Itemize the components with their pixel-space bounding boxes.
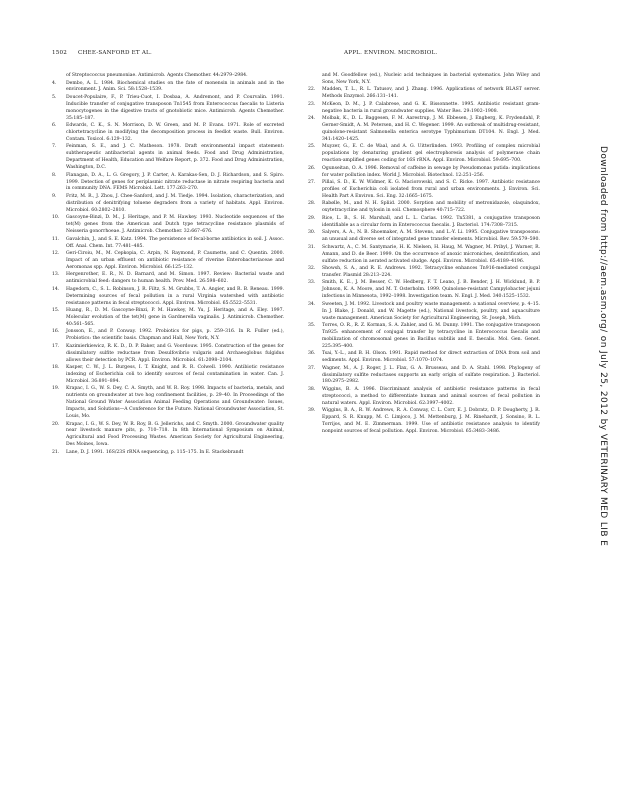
reference-number: 18.	[52, 365, 60, 371]
reference-number: 19.	[52, 386, 60, 392]
reference-number: 14.	[52, 286, 60, 292]
reference-entry	[308, 102, 540, 116]
reference-number: 5.	[52, 94, 57, 100]
reference-number: 28.	[308, 201, 316, 207]
reference-number: 13.	[52, 272, 60, 278]
reference-entry	[52, 386, 284, 421]
running-header	[52, 48, 588, 58]
reference-entry	[52, 95, 284, 123]
reference-entry	[308, 73, 540, 87]
reference-number: 16.	[52, 329, 60, 335]
reference-text: Sweeten, J. M. 1992. Livestock and poultry waste management: a national overview, p. 4–15. In J. Blake, J. Donald, and W. Magette (ed.), National livestock, poultry, and aquaculture waste management. American Society for Agricultural Engineering, St. Joseph, Mich.	[322, 301, 540, 321]
reference-entry	[308, 245, 540, 266]
reference-number: 35.	[308, 323, 316, 329]
reference-number: 6.	[52, 123, 57, 129]
reference-entry	[52, 450, 284, 457]
reference-text: Wiggins, B. A. 1996. Discriminant analysis of antibiotic resistance patterns in fecal streptococci, a method to differentiate human and animal sources of fecal pollution in natural waters. Appl. Environ. Microbiol. 62:3997–4002.	[322, 386, 540, 406]
reference-entry	[52, 123, 284, 144]
reference-number: 33.	[308, 280, 316, 286]
reference-number: 31.	[308, 244, 316, 250]
reference-number: 23.	[308, 101, 316, 107]
reference-number: 34.	[308, 301, 316, 307]
reference-text: Geri-Ciroiu, M., M. Cepkopia, C. Arpin, N. Raymond, P. Caumette, and C. Quentin. 2000. Impact of an urban effluent on antibiotic resistance of riverine Enterobacteriaceae and Aeromonas spp. Appl. Environ. Microbiol. 66:125–132.	[66, 251, 284, 270]
reference-entry	[308, 280, 540, 301]
reference-number: 30.	[308, 230, 316, 236]
reference-number: 8.	[52, 172, 57, 178]
reference-number: 38.	[308, 386, 316, 392]
reference-entry	[308, 387, 540, 408]
reference-entry	[308, 323, 540, 351]
reference-entry	[52, 173, 284, 194]
reference-entry	[308, 408, 540, 436]
reference-text: Lane, D. J. 1991. 16S/23S rRNA sequencing, p. 115–175. In E. Stackebrandt	[66, 449, 244, 455]
reference-entry	[308, 230, 540, 244]
running-authors: CHEE-SANFORD ET AL.	[78, 50, 152, 56]
reference-text: Rabølle, M., and N. H. Spliid. 2000. Sorption and mobility of metronidazole, olaquindox, oxytetracycline and tylosin in soil. Chemosphere 40:715–722.	[322, 201, 540, 214]
reference-number: 4.	[52, 80, 57, 86]
reference-number: 25.	[308, 144, 316, 150]
reference-text: Wiggins, B. A., R. W. Andrews, R. A. Conway, C. L. Corr, E. J. Dobratz, D. P. Dougherty, J. R. Eppard, S. R. Knupp, M. C. Limjoco, J. M. Mettenburg, J. M. Rinehardt, J. Sonsino, R. L. Torrijos, and M. E. Zimmerman. 1999. Use of antibiotic resistance analysis to identify nonpoint sources of fecal pollution. Appl. Environ. Microbiol. 65:3483–3486.	[322, 408, 540, 434]
reference-number: 10.	[52, 215, 60, 221]
reference-entry	[52, 365, 284, 386]
reference-text: Dembo, A. L. 1984. Biochemical studies on the fate of monensin in animals and in the environment. J. Anim. Sci. 58:1528–1539.	[66, 80, 284, 93]
reference-text: Huang, R., D. M. Gascoyne-Binzi, P. M. Hawkey, M. Yu, J. Heritage, and A. Eley. 1997. Molecular evolution of the tet(M) gene in Gardnerella vaginalis. J. Antimicrob. Chemother. 40:561–565.	[66, 308, 284, 327]
reference-entry	[52, 194, 284, 215]
reference-entry	[308, 366, 540, 387]
reference-number: 20.	[52, 421, 60, 427]
reference-entry	[308, 144, 540, 165]
reference-text: Kazimierkiewicz, R. K. D., D. P. Baker, and G. Voordouw. 1995. Construction of the genes for dissimilatory sulfite reductase from Desulfovibrio vulgaris and Archaeoglobus fulgidus allows their detection by PCR. Appl. Environ. Microbiol. 61:2098–2104.	[66, 343, 284, 363]
reference-text: McKeon, D. M., J. P. Calabrese, and G. K. Bissonnette. 1995. Antibiotic resistant gram-negative bacteria in rural groundwater supplies. Water Res. 29:1902–1908.	[322, 101, 540, 114]
reference-entry	[308, 87, 540, 101]
reference-text: Showsh, S. A., and R. E. Andrews. 1992. Tetracycline enhances Tn916-mediated conjugal transfer. Plasmid 28:213–224.	[322, 266, 540, 278]
reference-text: and M. Goodfellow (ed.), Nucleic acid techniques in bacterial systematics. John Wiley and Sons, New York, N.Y.	[322, 73, 540, 85]
reference-number: 32.	[308, 266, 316, 271]
reference-text: Edwards, C. K., S. N. Morrison, D. W. Green, and M. P. Evans. 1971. Role of excreted chlortetracycline in modifying the decomposition process in feedlot waste. Bull. Environ. Contam. Toxicol. 6:129–132.	[66, 123, 284, 142]
reference-number: 37.	[308, 365, 316, 371]
reference-number: 27.	[308, 180, 316, 186]
reference-text: Fritz, M. R., J. Zhou, J. Chee-Sanford, and J. M. Tiedje. 1994. Isolation, characterization, and distribution of denitrifying toluene degraders from a variety of habitats. Appl. Environ. Microbiol. 60:2802–2810.	[66, 193, 284, 213]
reference-text: Molbak, K., D. L. Baggesen, F. M. Aarestrup, J. M. Ebbesen, J. Engberg, K. Frydendahl, P. Gerner-Smidt, A. M. Petersen, and H. C. Wegener. 1999. An outbreak of multidrug-resistant, quinolone-resistant Salmonella enterica serotype Typhimurium DT104. N. Engl. J. Med. 341:1420–1425.	[322, 116, 540, 142]
reference-text: Torres, O. R., R. Z. Korman, S. A. Zahler, and G. M. Dunny. 1991. The conjugative transposon Tn925: enhancement of conjugal transfer by tetracycline in Enterococcus faecalis and mobilization of chromosomal genes in Bacillus subtilis and E. faecalis. Mol. Gen. Genet. 225:395–400.	[322, 323, 540, 349]
reference-number: 21.	[52, 449, 60, 455]
reference-entry	[52, 215, 284, 236]
download-watermark	[588, 146, 618, 626]
reference-text: Hergenrother, E. R., N. D. Barnard, and M. Simon. 1997. Review: Bacterial waste and antimicrobial feed: dangers to human health. Prev. Med. 26:598–602.	[66, 272, 284, 285]
reference-text: Smith, K. E., J. M. Besser, C. W. Hedberg, F. T. Leano, J. B. Bender, J. H. Wicklund, B. P. Johnson, K. A. Moore, and M. T. Osterholm. 1999. Quinolone-resistant Campylobacter jejuni infections in Minnesota, 1992–1998. Investigation team. N. Engl. J. Med. 340:1525–1532.	[322, 280, 540, 300]
reference-number: 17.	[52, 343, 60, 349]
reference-entry	[52, 287, 284, 308]
reference-text: Doucet-Populaire, F., P. Trieu-Cuot, I. Dosbaa, A. Andremont, and P. Courvalin. 1991. Inducible transfer of conjugative transposon Tn1545 from Enterococcus faecalis to Listeria monocytogenes in the digestive tracts of gnotobiotic mice. Antimicrob. Agents Chemother. 35:185–187.	[66, 94, 284, 121]
page-number: 1502	[52, 50, 68, 56]
reference-text: Salyers, A. A., N. B. Shoemaker, A. M. Stevens, and L.-Y. Li. 1995. Conjugative transposons: an unusual and diverse set of integrated gene transfer elements. Microbiol. Rev. 59:579–590.	[322, 230, 540, 243]
reference-entry	[52, 81, 284, 95]
reference-entry	[308, 351, 540, 365]
reference-text: Gascoyne-Binzi, D. M., J. Heritage, and P. M. Hawkey. 1993. Nucleotide sequences of the tet(M) genes from the American and Dutch type tetracycline resistance plasmids of Neisseria gonorrhoeae. J. Antimicrob. Chemother. 32:667–676.	[66, 215, 284, 235]
reference-text: Schwartz, A., C. M. Santymarie, H. K. Nielsen, H. Haug, M. Wagner, M. Pribyl, J. Warner, R. Amann, and D. de Beer. 1999. On the occurrence of anoxic microniches, denitrification, and sulfate reduction in aerated activated sludge. Appl. Environ. Microbiol. 65:4189–4196.	[322, 244, 540, 264]
reference-entry	[52, 329, 284, 343]
reference-number: 39.	[308, 408, 316, 414]
reference-number: 7.	[52, 144, 57, 150]
reference-number: 9.	[52, 193, 57, 199]
reference-number: 24.	[308, 116, 316, 122]
reference-entry	[52, 251, 284, 272]
reference-entry	[308, 166, 540, 180]
reference-text: Hagedorn, C., S. L. Robinson, J. R. Filtz, S. M. Grubbs, T. A. Angier, and R. B. Reneau. 1999. Determining sources of fecal pollution in a rural Virginia watershed with antibiotic resistance patterns in fecal streptococci. Appl. Environ. Microbiol. 65:5522–5531.	[66, 286, 284, 306]
reference-text: Wagner, M., A. J. Roger, J. L. Flax, G. A. Brusseau, and D. A. Stahl. 1998. Phylogeny of dissimilatory sulfite reductases supports an early origin of sulfate respiration. J. Bacteriol. 180:2975–2982.	[322, 365, 540, 385]
references-left-column	[52, 73, 284, 457]
reference-entry	[52, 73, 284, 80]
reference-text: Gavalchin, J., and S. E. Katz. 1994. The persistence of fecal-borne antibiotics in soil. J. Assoc. Off. Anal. Chem. Int. 77:481–485.	[66, 236, 284, 249]
reference-entry	[52, 422, 284, 450]
reference-text: Kasper, C. W., J. L. Burgess, I. T. Knight, and R. R. Colwell. 1990. Antibiotic resistance indexing of Escherichia coli to identify sources of fecal contamination in water. Can. J. Microbiol. 36:891–894.	[66, 365, 284, 384]
reference-number: 29.	[308, 215, 316, 221]
reference-text: Madden, T. L., R. L. Tatusov, and J. Zhang. 1996. Applications of network BLAST server. Methods Enzymol. 266:131–141.	[322, 87, 540, 100]
reference-entry	[52, 237, 284, 251]
reference-entry	[308, 116, 540, 144]
reference-entry	[308, 302, 540, 323]
reference-text: of Streptococcus pneumoniae. Antimicrob. Agents Chemother. 44:2979–2984.	[66, 73, 248, 78]
reference-text: Muyzer, G., E. C. de Waal, and A. G. Uitterlinden. 1993. Profiling of complex microbial populations by denaturing gradient gel electrophoresis analysis of polymerase chain reaction-amplified genes coding for 16S rRNA. Appl. Environ. Microbiol. 59:695–700.	[322, 144, 540, 164]
download-notice: Downloaded from http://aem.asm.org/ on July 25, 2012 by VETERINARY MED LIB E	[598, 146, 608, 547]
reference-text: Krapac, I. G., W. S. Dey, C. A. Smyth, and W. R. Roy. 1998. Impacts of bacteria, metals, and nutrients on groundwater at two hog confinement facilities, p. 29–40. In Proceedings of the National Ground Water Association Animal Feeding Operations and Groundwater: Issues, Impacts, and Solutions—A Conference for the Future. National Groundwater Association, St. Louis, Mo.	[66, 386, 284, 419]
reference-text: Feinman, S. E., and J. C. Matheson. 1978. Draft environmental impact statement: subtherapeutic antibacterial agents in animal feeds. Food and Drug Administration, Department of Health, Education and Welfare Report, p. 372. Food and Drug Administration, Washington, D.C.	[66, 144, 284, 171]
journal-name: APPL. ENVIRON. MICROBIOL.	[344, 50, 438, 56]
reference-entry	[308, 180, 540, 201]
reference-text: Tsai, Y.-L., and B. H. Olson. 1991. Rapid method for direct extraction of DNA from soil and sediments. Appl. Environ. Microbiol. 57:1070–1074.	[322, 351, 540, 364]
reference-number: 15.	[52, 308, 60, 314]
reference-entry	[308, 201, 540, 215]
reference-entry	[52, 144, 284, 172]
reference-text: Krapac, I. G., W. S. Dey, W. R. Roy, B. G. Jellerichs, and C. Smyth. 2000. Groundwater quality near livestock manure pits, p. 710–718. In 8th International Symposium on Animal, Agricultural and Food Processing Wastes. American Society for Agricultural Engineering, Des Moines, Iowa.	[66, 421, 284, 448]
reference-number: 26.	[308, 165, 316, 171]
reference-text: Pillai, S. D., K. W. Widmer, K. G. Maciorowski, and S. C. Ricke. 1997. Antibiotic resistance profiles of Escherichia coli isolated from rural and urban environments. J. Environ. Sci. Health Part A Environ. Sci. Eng. 32:1665–1675.	[322, 180, 540, 199]
reference-text: Ogunseitan, O. A. 1996. Removal of caffeine in sewage by Pseudomonas putida: implications for water pollution index. World J. Microbiol. Biotechnol. 12:251–256.	[322, 165, 540, 178]
reference-entry	[52, 308, 284, 329]
reference-entry	[308, 216, 540, 230]
reference-number: 36.	[308, 351, 316, 357]
reference-number: 11.	[52, 236, 60, 242]
reference-entry	[308, 266, 540, 280]
reference-text: Jonsson, E., and P. Conway. 1992. Probiotics for pigs, p. 259–316. In R. Fuller (ed.), Probiotics: the scientific basis. Chapman and Hall, New York, N.Y.	[66, 329, 284, 342]
reference-entry	[52, 272, 284, 286]
reference-text: Flanagan, D. A., L. G. Gregory, J. P. Carter, A. Karakas-Sen, D. J. Richardson, and S. Spiro. 1999. Detection of genes for periplasmic nitrate reductase in nitrate respiring bacteria and in community DNA. FEMS Microbiol. Lett. 177:263–270.	[66, 172, 284, 192]
reference-number: 22.	[308, 87, 316, 93]
reference-number: 12.	[52, 251, 60, 256]
reference-entry	[52, 344, 284, 365]
references-right-column	[308, 73, 540, 437]
reference-text: Rice, L. B., S. H. Marshall, and L. L. Carias. 1992. Tn5381, a conjugative transposon identifiable as a circular form in Enterococcus faecalis. J. Bacteriol. 174:7308–7315.	[322, 215, 540, 228]
